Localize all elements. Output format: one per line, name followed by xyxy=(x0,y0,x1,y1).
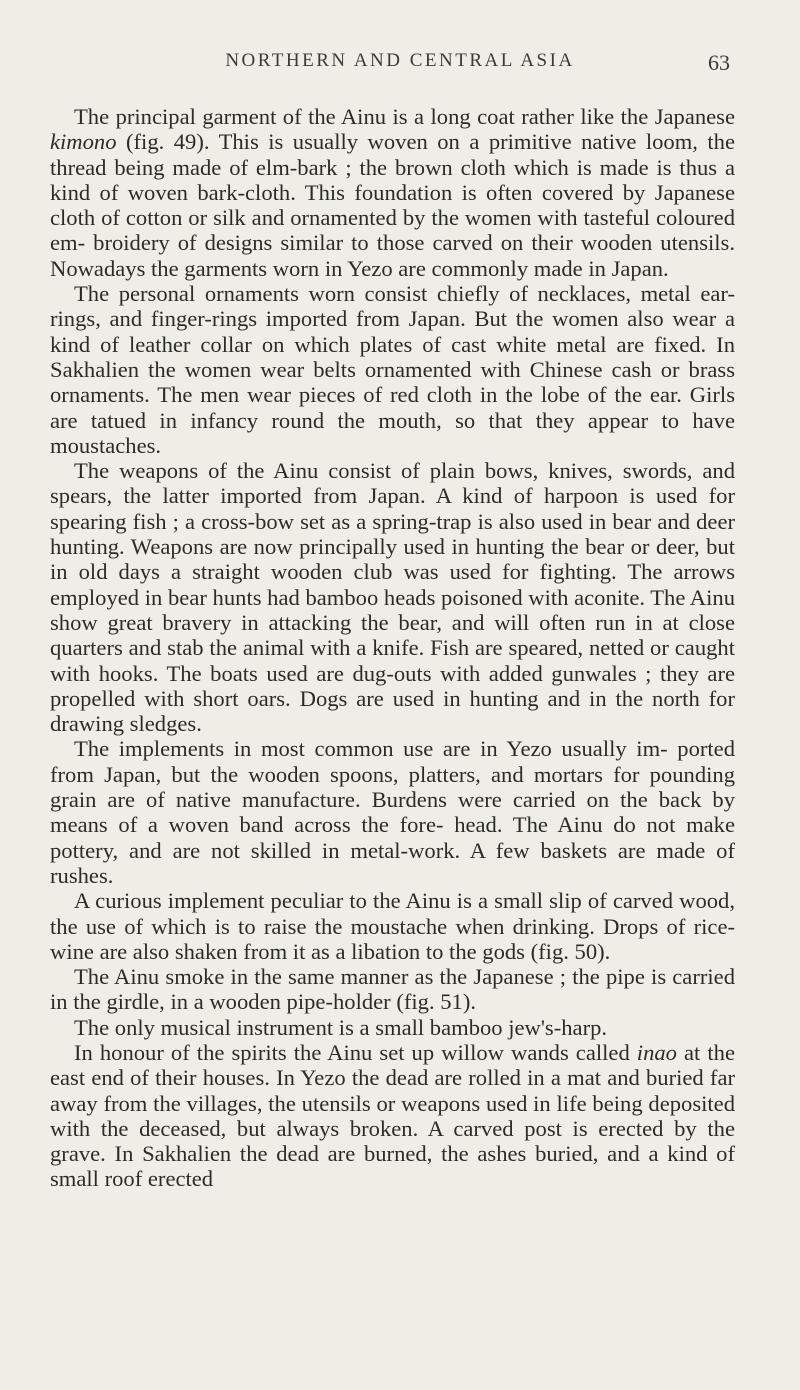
page-number: 63 xyxy=(708,50,730,75)
paragraph xyxy=(50,888,735,964)
text-run: In honour of the spirits the Ainu set up willow wands called xyxy=(74,1039,637,1065)
paragraph xyxy=(50,104,735,281)
paragraph xyxy=(50,1040,735,1192)
text-run: The implements in most common use are in Yezo usually im- ported from Japan, but the wooden spoons, platters, and mortars for pounding grain are of native manufacture. Burdens were carried on the back by means of a woven band across the fore- head. The Ainu do not make pottery, and are not skilled in metal-work. A few baskets are made of rushes. xyxy=(50,736,735,888)
text-run: A curious implement peculiar to the Ainu is a small slip of carved wood, the use of which is to raise the moustache when drinking. Drops of rice-wine are also shaken from it as a libation to the gods (fig. 50). xyxy=(50,888,735,964)
text-run: The weapons of the Ainu consist of plain bows, knives, swords, and spears, the latter imported from Japan. A kind of harpoon is used for spearing fish ; a cross-bow set as a spring-trap is also used in bear and deer hunting. Weapons are now principally used in hunting the bear or deer, but in old days a straight wooden club was used for fighting. The arrows employed in bear hunts had bamboo heads poisoned with aconite. The Ainu show great bravery in attacking the bear, and will often run in at close quarters and stab the animal with a knife. Fish are speared, netted or caught with hooks. The boats used are dug-outs with added gunwales ; they are propelled with short oars. Dogs are used in hunting and in the north for drawing sledges. xyxy=(50,458,735,737)
text-run: The principal garment of the Ainu is a long coat rather like the Japanese xyxy=(74,104,735,129)
italic-term: inao xyxy=(636,1039,677,1065)
paragraph xyxy=(50,1015,735,1040)
paragraph xyxy=(50,736,735,888)
paragraph xyxy=(50,964,735,1015)
text-run: The personal ornaments worn consist chiefly of necklaces, metal ear-rings, and finger-rings imported from Japan. But the women also wear a kind of leather collar on which plates of cast white metal are fixed. In Sakhalien the women wear belts ornamented with Chinese cash or brass ornaments. The men wear pieces of red cloth in the lobe of the ear. Girls are tatued in infancy round the mouth, so that they appear to have moustaches. xyxy=(50,281,735,458)
body-text xyxy=(50,104,735,1192)
text-run: at the east end of their houses. In Yezo the dead are rolled in a mat and buried far away from the villages, the utensils or weapons used in life being deposited with the deceased, but always broken. A carved post is erected by the grave. In Sakhalien the dead are burned, the ashes buried, and a kind of small roof erected xyxy=(50,1039,735,1192)
text-run: The Ainu smoke in the same manner as the Japanese ; the pipe is carried in the girdle, in a wooden pipe-holder (fig. 51). xyxy=(50,964,735,1015)
running-title: NORTHERN AND CENTRAL ASIA xyxy=(225,50,575,71)
paragraph xyxy=(50,281,735,458)
text-run: The only musical instrument is a small bamboo jew's-harp. xyxy=(74,1014,608,1040)
text-run: (fig. 49). This is usually woven on a primitive native loom, the thread being made of elm-bark ; the brown cloth which is made is thus a kind of woven bark-cloth. This foundation is often covered by Japanese cloth of cotton or silk and ornamented by the women with tasteful coloured em- broidery of designs similar to those carved on their wooden utensils. Nowadays the garments worn in Yezo are commonly made in Japan. xyxy=(50,129,735,281)
paragraph xyxy=(50,458,735,736)
italic-term: kimono xyxy=(50,129,117,155)
running-head xyxy=(70,50,730,80)
